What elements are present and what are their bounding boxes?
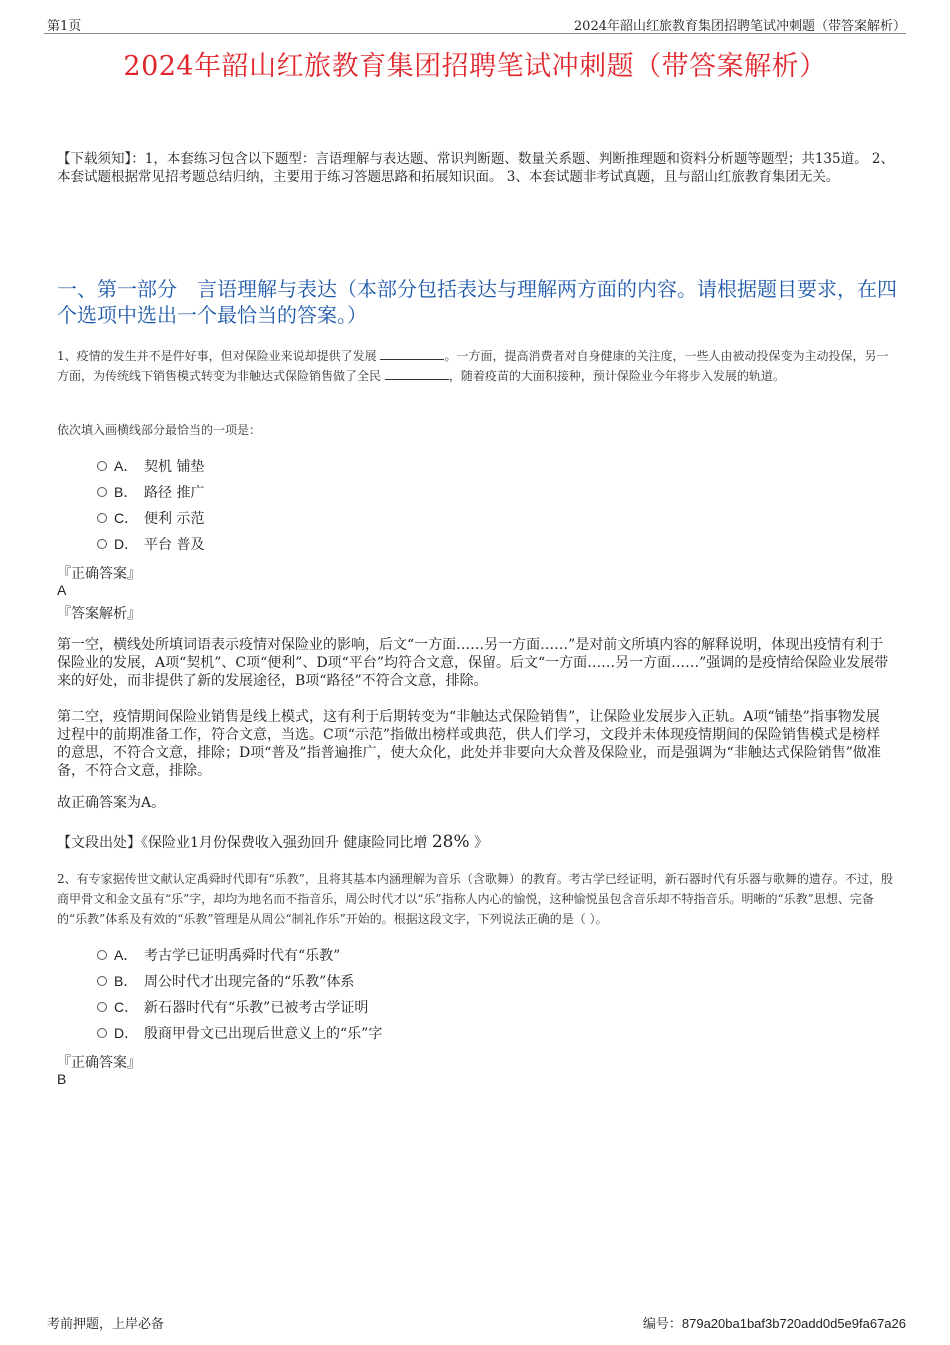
q1-option-a[interactable] (97, 456, 204, 476)
q1-option-c[interactable] (97, 508, 204, 528)
option-text: 新石器时代有“乐教”已被考古学证明 (144, 1000, 369, 1016)
option-text: 周公时代才出现完备的“乐教”体系 (144, 974, 355, 990)
radio-icon[interactable] (97, 1028, 107, 1038)
q2-answer-label: 『正确答案』 (57, 1055, 141, 1071)
radio-icon[interactable] (97, 1002, 107, 1012)
option-text: 考古学已证明禹舜时代有“乐教” (144, 948, 341, 964)
option-text: 殷商甲骨文已出现后世意义上的“乐”字 (144, 1026, 383, 1042)
page-title: 2024年韶山红旅教育集团招聘笔试冲刺题（带答案解析） (123, 51, 827, 82)
radio-icon[interactable] (97, 976, 107, 986)
option-letter: B． (114, 973, 138, 989)
option-text: 契机 铺垫 (144, 459, 205, 475)
option-text: 平台 普及 (144, 537, 205, 553)
q2-option-c[interactable] (97, 997, 368, 1017)
option-letter: C． (114, 510, 139, 526)
radio-icon[interactable] (97, 461, 107, 471)
q1-stem-part-b: 。一方面，提高消费者对自身健康的关注度，一些人由被动投保变为主动投保，另一方面，为传统线下销售模式转变为非触达式保险销售做了全民 (57, 349, 889, 383)
q1-stem-part-a: 1、疫情的发生并不是件好事，但对保险业来说却提供了发展 (57, 349, 377, 363)
q1-source-percent: 28% (431, 832, 470, 852)
q1-blank-1 (380, 346, 444, 360)
footer-code-value: 879a20ba1baf3b720add0d5e9fa67a26 (681, 1316, 906, 1331)
q1-stem-part-c: ，随着疫苗的大面积接种，预计保险业今年将步入发展的轨道。 (448, 369, 785, 383)
footer-code (643, 1313, 906, 1332)
q1-answer: A (57, 582, 67, 598)
question-2-stem: 2、有专家据传世文献认定禹舜时代即有“乐教”，且将其基本内涵理解为音乐（含歌舞）的教育。考古学已经证明，新石器时代有乐器与歌舞的遗存。不过，殷商甲骨文和金文虽有“乐”字，却均为地名而不指音乐，周公时代才以“乐”指称人内心的愉悦，这种愉悦虽包含音乐却不特指音乐。明晰的“乐教”思想、完备的“乐教”体系及有效的“乐教”管理是从周公“制礼作乐”开始的。根据这段文字，下列说法正确的是（ ）。 (57, 872, 893, 926)
q1-conclusion: 故正确答案为A。 (57, 795, 166, 811)
radio-icon[interactable] (97, 513, 107, 523)
download-notice: 【下载须知】：1，本套练习包含以下题型：言语理解与表达题、常识判断题、数量关系题、判断推理题和资料分析题等题型；共135道。 2、本套试题根据常见招考题总结归纳，主要用于练习答题思路和拓展知识面。 3、本套试题非考试真题，且与韶山红旅教育集团无关。 (57, 151, 894, 185)
section-heading: 一、第一部分 言语理解与表达（本部分包括表达与理解两方面的内容。请根据题目要求，在四个选项中选出一个最恰当的答案。） (57, 277, 897, 327)
option-text: 便利 示范 (144, 511, 205, 527)
q2-option-d[interactable] (97, 1023, 382, 1043)
radio-icon[interactable] (97, 539, 107, 549)
q2-answer: B (57, 1071, 67, 1087)
footer-code-label: 编号： (642, 1317, 682, 1332)
header-doc-title: 2024年韶山红旅教育集团招聘笔试冲刺题（带答案解析） (573, 19, 906, 34)
option-text: 路径 推广 (144, 485, 205, 501)
q1-source (57, 832, 488, 852)
q1-answer-label: 『正确答案』 (57, 566, 141, 582)
option-letter: B． (114, 484, 138, 500)
footer-slogan: 考前押题，上岸必备 (47, 1317, 165, 1332)
radio-icon[interactable] (97, 950, 107, 960)
q1-analysis-paragraph-1: 第一空，横线处所填词语表示疫情对保险业的影响，后文“一方面……另一方面……”是对前文所填内容的解释说明，体现出疫情有利于保险业的发展，A项“契机”、C项“便利”、D项“平台”均符合文意，保留。后文“一方面……另一方面……”强调的是疫情给保险业发展带来的好处，而非提供了新的发展途径，B项“路径”不符合文意，排除。 (57, 637, 889, 689)
header-divider (44, 33, 906, 34)
q2-option-a[interactable] (97, 945, 340, 965)
option-letter: A． (114, 458, 138, 474)
q2-option-b[interactable] (97, 971, 354, 991)
q1-source-suffix: 》 (474, 835, 489, 851)
option-letter: D． (114, 536, 139, 552)
option-letter: C． (114, 999, 139, 1015)
question-1-stem (57, 346, 897, 386)
option-letter: D． (114, 1025, 139, 1041)
q1-source-prefix: 【文段出处】《保险业1月份保费收入强劲回升 健康险同比增 (57, 835, 428, 851)
q1-option-b[interactable] (97, 482, 204, 502)
question-1-prompt: 依次填入画横线部分最恰当的一项是： (57, 423, 262, 437)
page-number: 第1页 (47, 19, 82, 34)
option-letter: A． (114, 947, 138, 963)
q1-option-d[interactable] (97, 534, 204, 554)
q1-blank-2 (385, 366, 449, 380)
q1-analysis-paragraph-2: 第二空，疫情期间保险业销售是线上模式，这有利于后期转变为“非触达式保险销售”，让保险业发展步入正轨。A项“铺垫”指事物发展过程中的前期准备工作，符合文意，当选。C项“示范”指做出榜样或典范，供人们学习，文段并未体现疫情期间的保险销售模式是榜样的意思，不符合文意，排除；D项“普及”指普遍推广，使大众化，此处并非要向大众普及保险业，而是强调为“非触达式保险销售”做准备，不符合文意，排除。 (57, 709, 881, 779)
radio-icon[interactable] (97, 487, 107, 497)
q1-analysis-label: 『答案解析』 (57, 606, 141, 622)
